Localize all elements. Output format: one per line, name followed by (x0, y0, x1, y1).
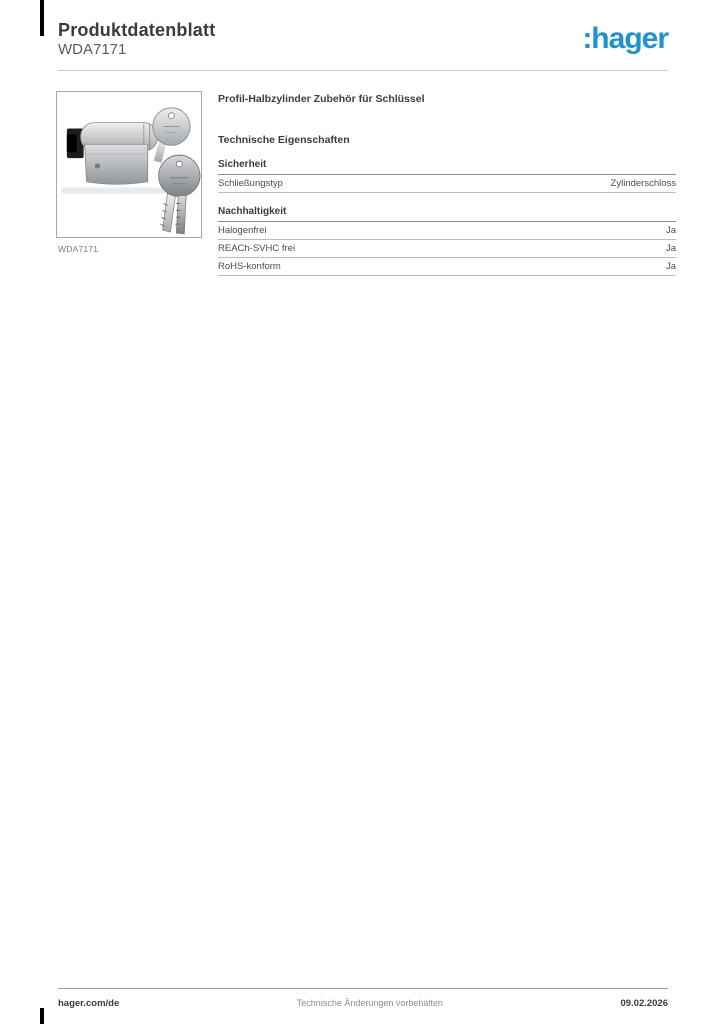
hager-logo: :hager (582, 22, 668, 55)
spec-value: Zylinderschloss (610, 178, 676, 189)
spec-value: Ja (665, 261, 676, 272)
spec-label: Halogenfrei (218, 225, 267, 236)
section-title: Sicherheit (218, 159, 676, 175)
spec-label: RoHS-konform (218, 261, 281, 272)
spec-label: REACh-SVHC frei (218, 243, 296, 254)
footer (58, 998, 668, 1009)
crop-mark-top (40, 0, 44, 36)
footer-notice: Technische Änderungen vorbehalten (296, 998, 443, 1008)
product-code: WDA7171 (58, 41, 127, 58)
spec-value: Ja (665, 225, 676, 236)
spec-label: Schließungstyp (218, 178, 283, 189)
product-title: Profil-Halbzylinder Zubehör für Schlüssel (218, 93, 425, 105)
spec-row (218, 175, 676, 193)
tech-properties-heading: Technische Eigenschaften (218, 134, 350, 146)
spec-value: Ja (665, 243, 676, 254)
footer-date: 09.02.2026 (620, 998, 668, 1009)
header-divider (58, 70, 668, 71)
footer-divider (58, 988, 668, 989)
spec-content (218, 93, 676, 276)
product-image-frame (56, 91, 202, 238)
crop-mark-bottom (40, 1008, 44, 1024)
footer-website: hager.com/de (58, 998, 120, 1009)
section-security (218, 159, 676, 193)
section-sustainability (218, 206, 676, 276)
page-title: Produktdatenblatt (58, 20, 216, 40)
product-image (57, 92, 201, 237)
spec-row (218, 240, 676, 258)
spec-row (218, 258, 676, 276)
section-title: Nachhaltigkeit (218, 206, 676, 222)
product-image-caption: WDA7171 (58, 244, 99, 254)
spec-row (218, 222, 676, 240)
